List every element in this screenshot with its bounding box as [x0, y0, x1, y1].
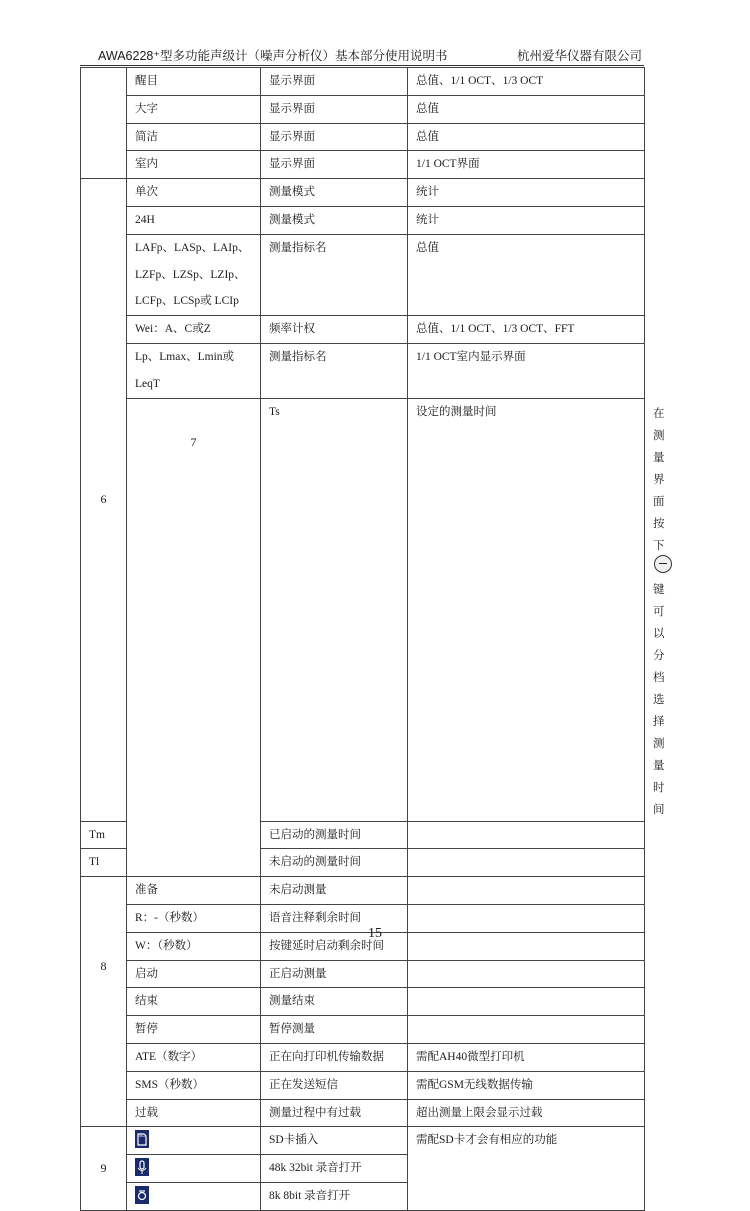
cell-meaning: SD卡插入: [261, 1127, 408, 1155]
cell-note: 需配SD卡才会有相应的功能: [408, 1127, 645, 1210]
cell-indicator: SMS（秒数）: [127, 1071, 261, 1099]
indicator-table: [80, 67, 665, 1211]
table-row: [81, 960, 645, 988]
group-number: 7: [127, 398, 261, 877]
indicator-line: LCFp、LCSp或 LCIp: [135, 295, 239, 308]
table-row: [81, 68, 645, 96]
cell-meaning: 48k 32bit 录音打开: [261, 1155, 408, 1183]
cell-indicator: [127, 1182, 261, 1210]
cell-indicator: [127, 1155, 261, 1183]
cell-note: 1/1 OCT界面: [408, 151, 645, 179]
microphone-icon: [135, 1158, 149, 1176]
cell-meaning: 测量指标名: [261, 234, 408, 315]
cell-indicator: [127, 1127, 261, 1155]
cell-indicator: 单次: [127, 179, 261, 207]
cell-indicator: Wei：A、C或Z: [127, 316, 261, 344]
cell-indicator: 准备: [127, 877, 261, 905]
cell-note: [408, 1016, 645, 1044]
cell-meaning: 测量模式: [261, 179, 408, 207]
cell-meaning: 正在发送短信: [261, 1071, 408, 1099]
cell-meaning: 按键延时启动剩余时间: [261, 932, 408, 960]
cell-meaning: 测量结束: [261, 988, 408, 1016]
cell-indicator: R：-（秒数）: [127, 904, 261, 932]
sd-card-icon: [135, 1130, 149, 1148]
running-header: [98, 46, 642, 66]
cell-note: 总值、1/1 OCT、1/3 OCT、FFT: [408, 316, 645, 344]
record-8k-icon: [135, 1186, 149, 1204]
cell-indicator: 暂停: [127, 1016, 261, 1044]
cell-note: 总值: [408, 95, 645, 123]
group-cell-blank: [81, 68, 127, 179]
cell-meaning: 8k 8bit 录音打开: [261, 1182, 408, 1210]
cell-meaning: 暂停测量: [261, 1016, 408, 1044]
table-row: [81, 1071, 645, 1099]
indicator-line: LeqT: [135, 377, 160, 390]
cell-indicator: 大字: [127, 95, 261, 123]
cell-indicator: Tm: [81, 821, 127, 849]
indicator-line: Lp、Lmax、Lmin或: [135, 350, 235, 363]
cell-indicator: Tl: [81, 849, 127, 877]
cell-indicator: 简洁: [127, 123, 261, 151]
cell-meaning: 未启动的测量时间: [261, 849, 408, 877]
table-row: [81, 343, 645, 398]
cell-meaning: 测量过程中有过载: [261, 1099, 408, 1127]
cell-note: [408, 877, 645, 905]
cell-indicator: 室内: [127, 151, 261, 179]
table-row: [81, 206, 645, 234]
cell-note: 超出测量上限会显示过载: [408, 1099, 645, 1127]
cell-indicator: ATE（数字）: [127, 1043, 261, 1071]
header-rule: [80, 65, 644, 66]
cell-indicator: 结束: [127, 988, 261, 1016]
cell-indicator: Ts: [261, 398, 408, 821]
page-number: 15: [368, 926, 382, 941]
cell-note: [408, 821, 645, 849]
cell-meaning: 显示界面: [261, 123, 408, 151]
cell-note: 需配AH40微型打印机: [408, 1043, 645, 1071]
cell-note: [408, 960, 645, 988]
header-title: AWA6228⁺型多功能声级计（噪声分析仪）基本部分使用说明书: [98, 49, 448, 63]
cell-note: 总值: [408, 234, 645, 315]
cell-note: 总值、1/1 OCT、1/3 OCT: [408, 68, 645, 96]
table-row: [81, 95, 645, 123]
group-number: 9: [81, 1127, 127, 1210]
group-number: 6: [81, 179, 127, 821]
table-row: [81, 1043, 645, 1071]
table-row: [81, 1099, 645, 1127]
indicator-line: LAFp、LASp、LAIp、: [135, 241, 250, 254]
cell-note: 统计: [408, 179, 645, 207]
table-row: [81, 877, 645, 905]
cell-meaning: 显示界面: [261, 151, 408, 179]
cell-indicator: [127, 234, 261, 315]
cell-meaning: 显示界面: [261, 95, 408, 123]
table-row: [81, 1127, 645, 1155]
cell-indicator: 过载: [127, 1099, 261, 1127]
note-text: 在测量界面按下: [653, 407, 665, 552]
note-text: 键可以分档选择测: [653, 583, 665, 750]
cell-indicator: 24H: [127, 206, 261, 234]
cell-indicator: [127, 343, 261, 398]
cell-meaning: 测量模式: [261, 206, 408, 234]
table-row: [81, 234, 645, 315]
cell-meaning: 未启动测量: [261, 877, 408, 905]
table-row: [81, 151, 645, 179]
table-row: [81, 316, 645, 344]
cell-note: 需配GSM无线数据传输: [408, 1071, 645, 1099]
cell-meaning: 正在向打印机传输数据: [261, 1043, 408, 1071]
table-row: [81, 1016, 645, 1044]
cell-meaning: 频率计权: [261, 316, 408, 344]
cell-note: [408, 849, 645, 877]
key-button-icon: [654, 555, 672, 573]
note-text: 量时间: [653, 759, 665, 816]
cell-note: 统计: [408, 206, 645, 234]
table-row: [81, 123, 645, 151]
cell-meaning: 测量指标名: [261, 343, 408, 398]
cell-meaning: 已启动的测量时间: [261, 821, 408, 849]
indicator-line: LZFp、LZSp、LZIp、: [135, 268, 246, 281]
header-company: 杭州爱华仪器有限公司: [516, 49, 642, 63]
cell-meaning: 设定的测量时间: [408, 398, 645, 821]
cell-note: 1/1 OCT室内显示界面: [408, 343, 645, 398]
cell-meaning: 正启动测量: [261, 960, 408, 988]
cell-note: [408, 988, 645, 1016]
cell-meaning: 显示界面: [261, 68, 408, 96]
cell-note: 总值: [408, 123, 645, 151]
table-row: [81, 179, 645, 207]
cell-meaning: 语音注释剩余时间: [261, 904, 408, 932]
table-row: [81, 988, 645, 1016]
cell-indicator: 启动: [127, 960, 261, 988]
group-number: 8: [81, 877, 127, 1127]
table-row: [81, 398, 645, 821]
cell-indicator: W：（秒数）: [127, 932, 261, 960]
cell-indicator: 醒目: [127, 68, 261, 96]
